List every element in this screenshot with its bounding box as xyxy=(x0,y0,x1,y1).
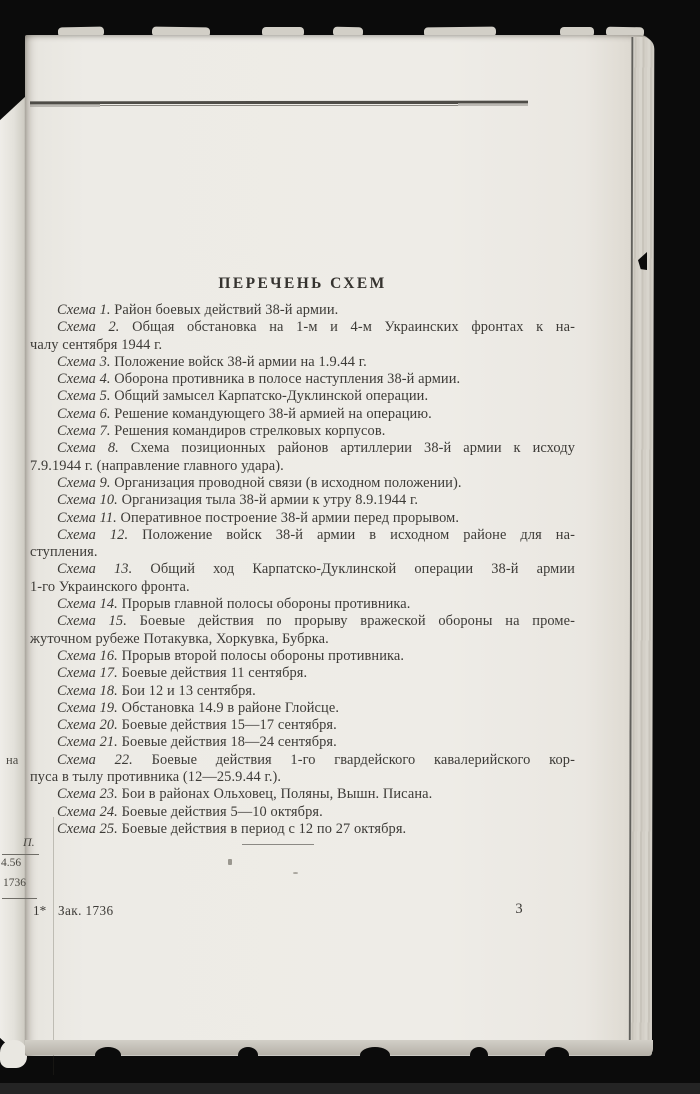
toc-item-line xyxy=(30,561,575,578)
scheme-title-text: Боевые действия 1-го гвардейского кавалерийского кор- xyxy=(151,751,575,768)
toc-item-line xyxy=(30,821,575,838)
scheme-title-text: Боевые действия 15—17 сентября. xyxy=(121,717,337,734)
scheme-title-text: Общая обстановка на 1-м и 4-м Украинских фронтах к на- xyxy=(132,319,575,336)
toc-item-line xyxy=(30,804,575,821)
toc-item-line xyxy=(30,440,575,457)
scan-bottom-band xyxy=(0,1083,700,1094)
margin-fragment-text: 1736 xyxy=(3,877,26,889)
scheme-title-text: Район боевых действий 38-й армии. xyxy=(114,302,339,318)
scheme-title-text: Оборона противника в полосе наступления 38-й армии. xyxy=(114,371,461,388)
scheme-label: Схема 20. xyxy=(57,717,118,734)
toc-item-line xyxy=(30,786,575,803)
scheme-label: Схема 25. xyxy=(57,820,118,837)
scheme-title-text: Прорыв второй полосы обороны противника. xyxy=(121,647,405,664)
toc-item-line xyxy=(30,302,575,319)
scheme-label: Схема 11. xyxy=(57,509,117,526)
scheme-label: Схема 15. xyxy=(57,613,127,630)
toc-item-line xyxy=(30,371,575,388)
scheme-title-text: Обстановка 14.9 в районе Глойсце. xyxy=(121,699,340,716)
scheme-label: Схема 1. xyxy=(57,302,111,318)
page-content xyxy=(25,35,652,1056)
scheme-label: Схема 19. xyxy=(57,699,118,716)
toc-item-line xyxy=(30,475,575,492)
gutter-crease xyxy=(53,817,54,1075)
page-stack-edge xyxy=(629,37,655,1053)
toc-item-line xyxy=(30,527,575,544)
toc-item-line xyxy=(30,388,575,405)
toc-item-line xyxy=(30,700,575,717)
scheme-title-text: Положение войск 38-й армии на 1.9.44 г. xyxy=(114,353,367,370)
toc-item-line xyxy=(30,423,575,440)
scheme-list xyxy=(30,302,575,838)
scheme-label: Схема 9. xyxy=(57,474,111,491)
margin-fragment-rule xyxy=(2,854,39,855)
scheme-title-text: Положение войск 38-й армии в исходном районе для на- xyxy=(142,526,575,543)
toc-item-continuation: чалу сентября 1944 г. xyxy=(30,336,163,353)
scheme-label: Схема 14. xyxy=(57,596,118,613)
scheme-label: Схема 5. xyxy=(57,388,111,405)
header-rule xyxy=(30,101,528,108)
scheme-label: Схема 18. xyxy=(57,682,118,699)
scan-speck xyxy=(293,872,298,874)
scheme-title-text: Боевые действия 5—10 октября. xyxy=(121,803,323,820)
scheme-label: Схема 7. xyxy=(57,423,111,440)
toc-item-line xyxy=(30,734,575,751)
scan-speck xyxy=(228,859,232,865)
scheme-title-text: Бои 12 и 13 сентября. xyxy=(121,682,256,699)
toc-item-continuation: 1-го Украинского фронта. xyxy=(30,578,190,595)
toc-item-line xyxy=(30,492,575,509)
toc-item-line xyxy=(30,683,575,700)
scheme-title-text: Боевые действия в период с 12 по 27 октября. xyxy=(121,820,407,837)
scheme-title-text: Боевые действия 18—24 сентября. xyxy=(121,734,337,751)
toc-item-line xyxy=(30,613,575,630)
scheme-title-text: Общий замысел Карпатско-Дуклинской операции. xyxy=(114,388,429,405)
toc-item-continuation: ступления. xyxy=(30,544,98,561)
scheme-label: Схема 17. xyxy=(57,665,118,682)
margin-fragment-text: П. xyxy=(23,835,35,849)
toc-item-line xyxy=(30,648,575,665)
toc-item-line xyxy=(30,406,575,423)
scheme-title-text: Решение командующего 38-й армией на операцию. xyxy=(114,405,432,422)
toc-item-continuation: 7.9.1944 г. (направление главного удара). xyxy=(30,457,284,474)
scheme-label: Схема 4. xyxy=(57,371,111,388)
toc-item-continuation: пуса в тылу противника (12—25.9.44 г.). xyxy=(30,769,282,786)
margin-fragment-text: 4.56 xyxy=(1,857,22,869)
scheme-title-text: Общий ход Карпатско-Дуклинской операции 38-й армии xyxy=(150,561,575,578)
deckle-notch xyxy=(360,1047,390,1057)
toc-item-line xyxy=(30,752,575,769)
page-number: 3 xyxy=(515,901,523,917)
scheme-title-text: Организация проводной связи (в исходном положении). xyxy=(114,474,462,491)
scheme-label: Схема 2. xyxy=(57,319,120,336)
scheme-title-text: Организация тыла 38-й армии к утру 8.9.1944 г. xyxy=(121,492,419,509)
scheme-label: Схема 10. xyxy=(57,492,118,509)
toc-item-line xyxy=(30,319,575,336)
scheme-title-text: Схема позиционных районов артиллерии 38-й армии к исходу xyxy=(130,440,576,457)
order-number: Зак. 1736 xyxy=(58,903,114,918)
toc-item-line xyxy=(30,510,575,527)
scheme-label: Схема 22. xyxy=(57,751,133,768)
section-divider xyxy=(242,844,314,845)
toc-item-line xyxy=(30,596,575,613)
signature-mark: 1* xyxy=(33,903,47,918)
book-page xyxy=(25,35,652,1056)
toc-item-line xyxy=(30,354,575,371)
scheme-title-text: Оперативное построение 38-й армии перед прорывом. xyxy=(120,509,460,526)
toc-item-continuation: жуточном рубеже Потакувка, Хоркувка, Бубрка. xyxy=(30,630,329,647)
scheme-label: Схема 16. xyxy=(57,647,118,664)
scheme-title-text: Бои в районах Ольховец, Поляны, Вышн. Писана. xyxy=(121,786,433,803)
scheme-title-text: Решения командиров стрелковых корпусов. xyxy=(114,423,386,440)
margin-fragment-rule xyxy=(2,898,37,899)
scheme-label: Схема 12. xyxy=(57,526,129,543)
scheme-title-text: Боевые действия 11 сентября. xyxy=(121,665,308,682)
deckle-notch xyxy=(545,1047,569,1057)
margin-fragment-text: на xyxy=(6,753,19,767)
scheme-label: Схема 13. xyxy=(57,561,133,578)
scheme-title-text: Прорыв главной полосы обороны противника. xyxy=(121,596,411,613)
deckle-notch xyxy=(238,1047,258,1057)
deckle-notch xyxy=(95,1047,121,1057)
scheme-label: Схема 8. xyxy=(57,440,119,457)
scheme-label: Схема 3. xyxy=(57,353,111,370)
adjacent-page-corner xyxy=(0,1040,27,1068)
scheme-title-text: Боевые действия по прорыву вражеской обороны на проме- xyxy=(139,613,575,630)
toc-item-line xyxy=(30,665,575,682)
deckle-notch xyxy=(470,1047,488,1057)
scheme-label: Схема 6. xyxy=(57,405,111,422)
toc-item-line xyxy=(30,717,575,734)
scheme-label: Схема 24. xyxy=(57,803,118,820)
adjacent-page-edge xyxy=(0,96,26,1062)
page-title: ПЕРЕЧЕНЬ СХЕМ xyxy=(218,275,387,292)
scheme-label: Схема 21. xyxy=(57,734,118,751)
scheme-label: Схема 23. xyxy=(57,786,118,803)
